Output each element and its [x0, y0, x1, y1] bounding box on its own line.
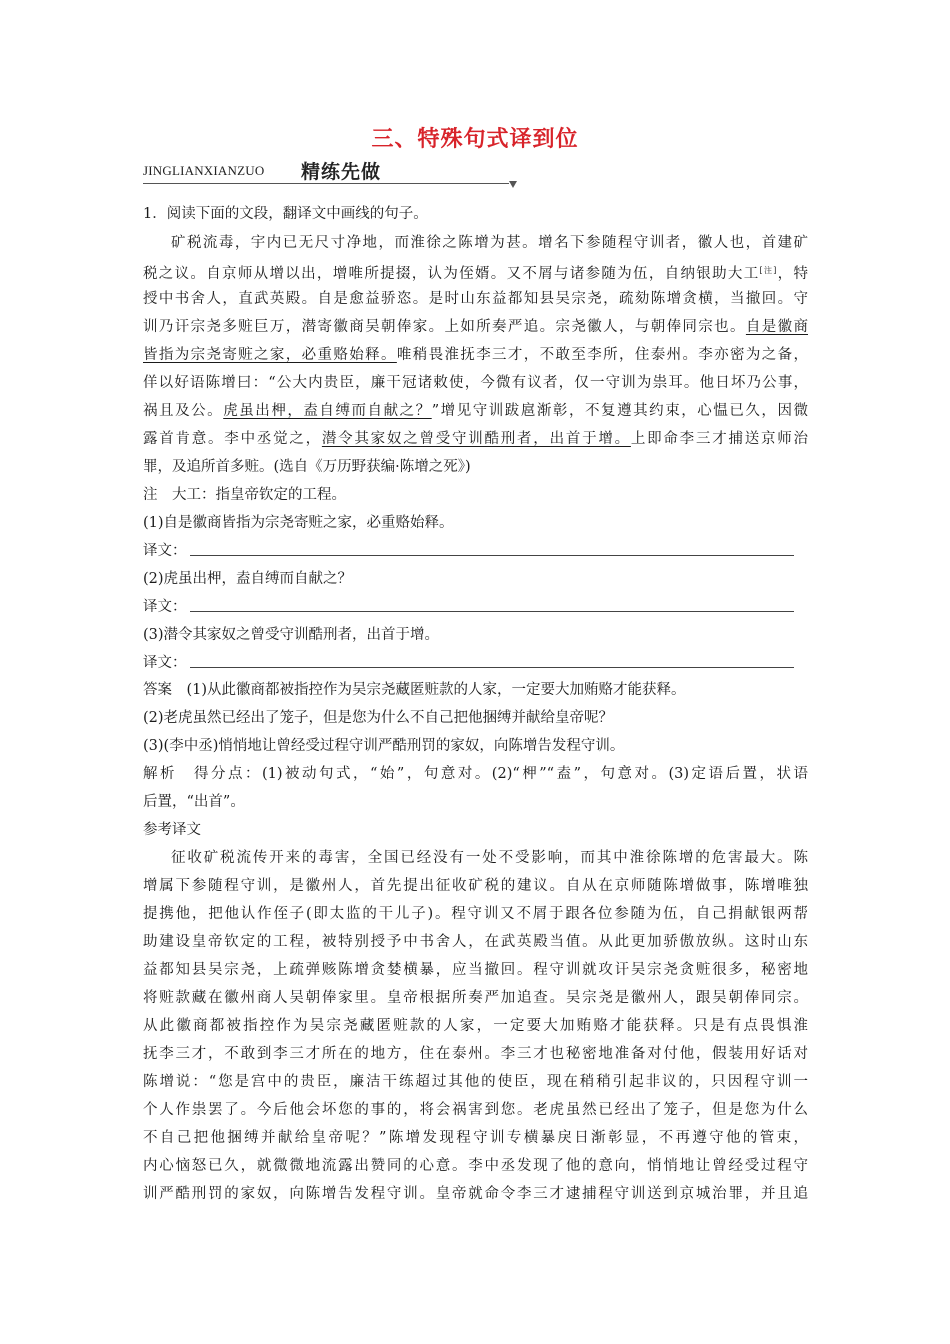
reference-line: 将赃款藏在徽州商人吴朝俸家里。皇帝根据所奏严加追查。吴宗尧是徽州人，跟吴朝俸同宗。	[143, 990, 808, 1006]
passage-line: 罪，及追所首多赃。(选自《万历野获编·陈增之死》)	[143, 459, 471, 475]
answer-label-3: 译文：	[143, 655, 187, 671]
answer-label-2: 译文：	[143, 599, 187, 615]
passage-line: 授中书舍人，直武英殿。自是愈益骄恣。是时山东益都知县吴宗尧，疏劾陈增贪横，当撤回。守	[143, 291, 808, 307]
banner-triangle-icon	[509, 181, 517, 188]
reference-line: 陈增说：“您是宫中的贵臣，廉洁干练超过其他的使臣，现在稍稍引起非议的，只因程守训一	[143, 1074, 808, 1090]
passage-line: 祸且及公。虎虽出柙，盍自缚而自献之？”增见守训跋扈渐彰，不复遵其约束，心愠已久，因微	[143, 403, 808, 419]
underlined-sentence-2: 虎虽出柙，盍自缚而自献之？	[223, 403, 432, 419]
reference-line: 训严酷刑罚的家奴，向陈增告发程守训。皇帝就命令李三才逮捕程守训送到京城治罪，并且追	[143, 1186, 808, 1202]
answer-1: 答案 (1)从此徽商都被指控作为吴宗尧藏匿赃款的人家，一定要大加贿赂才能获释。	[143, 682, 686, 698]
passage-line: 皆指为宗尧寄赃之家，必重赂始释。唯稍畏淮抚李三才，不敢至李所，住泰州。李亦密为之备，	[143, 347, 809, 363]
reference-heading: 参考译文	[143, 822, 201, 838]
answer-label-1: 译文：	[143, 543, 187, 559]
translation-question-2: (2)虎虽出柙，盍自缚而自献之？	[143, 571, 353, 587]
reference-line: 助建设皇帝钦定的工程，被特别授予中书舍人，在武英殿当值。从此更加骄傲放纵。这时山东	[143, 934, 808, 950]
passage-line: 佯以好语陈增曰：“公大内贵臣，廉干冠诸敕使，今微有议者，仅一守训为祟耳。他日坏乃公事，	[143, 375, 808, 391]
footnote-marker: [注]	[759, 266, 777, 275]
answer-3: (3)(李中丞)悄悄地让曾经受过程守训严酷刑罚的家奴，向陈增告发程守训。	[143, 738, 625, 754]
passage-line: 矿税流毒，宇内已无尺寸净地，而淮徐之陈增为甚。增名下参随程守训者，徽人也，首建矿	[171, 235, 808, 251]
section-banner	[143, 155, 519, 189]
footnote: 注 大工：指皇帝钦定的工程。	[143, 487, 346, 503]
analysis-line: 后置，“出首”。	[143, 794, 245, 810]
reference-line: 个人作祟罢了。今后他会坏您的事的，将会祸害到您。老虎虽然已经出了笼子，但是您为什么	[143, 1102, 808, 1118]
section-title: 三、特殊句式译到位	[371, 127, 579, 152]
underlined-sentence-3: 潜令其家奴之曾受守训酷刑者，出首于增。	[321, 431, 631, 447]
reference-line: 益都知县吴宗尧，上疏弹赅陈增贪婪横暴，应当撤回。程守训就攻讦吴宗尧贪赃很多，秘密地	[143, 962, 808, 978]
reference-line: 抚李三才，不敢到李三才所在的地方，住在泰州。李三才也秘密地准备对付他，假装用好话对	[143, 1046, 808, 1062]
passage-line: 税之议。自京师从增以出，增唯所提掇，认为侄婿。又不屑与诸参随为伍，自纳银助大工[注]，特	[143, 266, 808, 282]
analysis-line: 解析 得分点：(1)被动句式，“始”，句意对。(2)“柙”“盍”，句意对。(3)定语后置，状语	[143, 766, 808, 782]
reference-line: 不自己把他捆缚并献给皇帝呢？”陈增发现程守训专横暴戾日渐彰显，不再遵守他的管束，	[143, 1130, 808, 1146]
banner-heading: 精练先做	[301, 161, 382, 183]
answer-2: (2)老虎虽然已经出了笼子，但是您为什么不自己把他捆缚并献给皇帝呢？	[143, 710, 614, 726]
underlined-sentence-1: 自是徽商	[745, 319, 809, 335]
translation-question-1: (1)自是徽商皆指为宗尧寄赃之家，必重赂始释。	[143, 515, 454, 531]
question-prompt: 1．阅读下面的文段，翻译文中画线的句子。	[143, 206, 428, 222]
passage-line: 训乃讦宗尧多赃巨万，潜寄徽商吴朝俸家。上如所奏严追。宗尧徽人，与朝俸同宗也。自是徽商	[143, 319, 809, 335]
answer-blank-1[interactable]	[190, 555, 794, 556]
banner-divider	[143, 183, 509, 184]
translation-question-3: (3)潜令其家奴之曾受守训酷刑者，出首于增。	[143, 627, 440, 643]
underlined-sentence-1-cont: 皆指为宗尧寄赃之家，必重赂始释。	[143, 347, 397, 363]
reference-line: 内心恼怒已久，就微微地流露出赞同的心意。李中丞发现了他的意向，悄悄地让曾经受过程守	[143, 1158, 808, 1174]
reference-line: 提携他，把他认作侄子(即太监的干儿子)。程守训又不屑于跟各位参随为伍，自己捐献银两帮	[143, 906, 808, 922]
banner-pinyin: JINGLIANXIANZUO	[143, 163, 265, 178]
reference-line: 增属下参随程守训，是徽州人，首先提出征收矿税的建议。自从在京师随陈增做事，陈增唯独	[143, 878, 808, 894]
passage-line: 露首肯意。李中丞觉之，潜令其家奴之曾受守训酷刑者，出首于增。上即命李三才捕送京师治	[143, 431, 809, 447]
reference-line: 征收矿税流传开来的毒害，全国已经没有一处不受影响，而其中淮徐陈增的危害最大。陈	[171, 850, 808, 866]
reference-line: 从此徽商都被指控作为吴宗尧藏匿赃款的人家，一定要大加贿赂才能获释。只是有点畏惧淮	[143, 1018, 808, 1034]
answer-blank-3[interactable]	[190, 667, 794, 668]
answer-blank-2[interactable]	[190, 611, 794, 612]
